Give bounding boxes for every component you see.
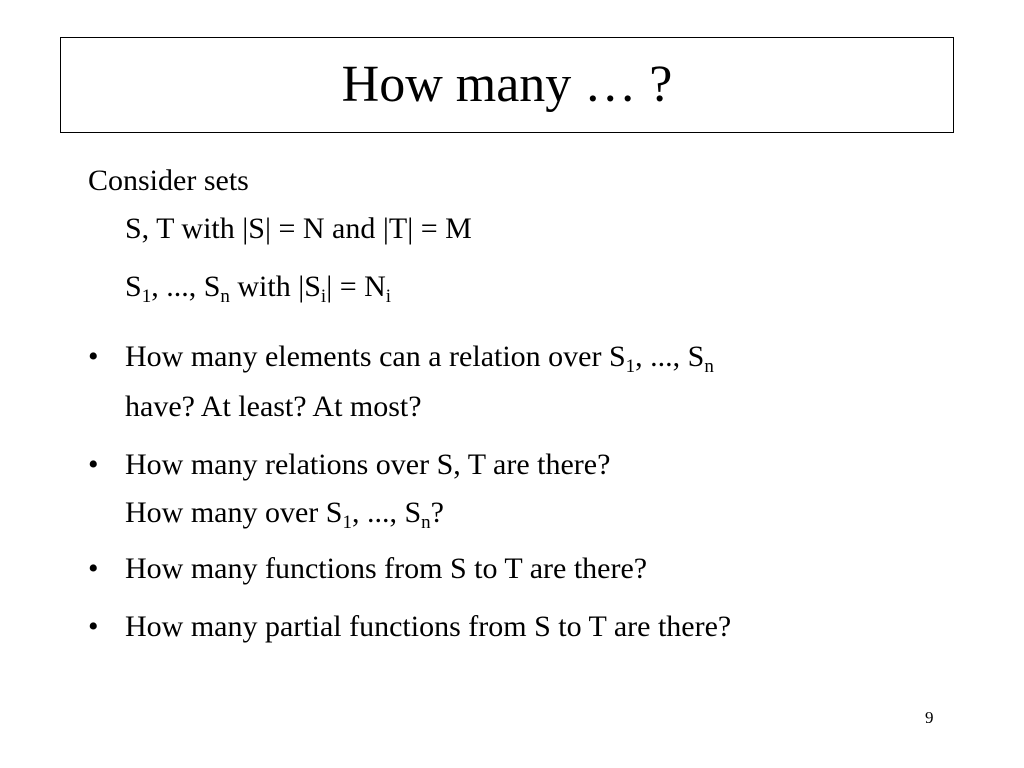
bullet-text: How many functions from S to T are there? — [125, 552, 648, 585]
intro-heading: Consider sets — [88, 164, 249, 197]
bullet-text-cont: have? At least? At most? — [125, 390, 422, 423]
bullet-marker: • — [88, 448, 99, 481]
page-number: 9 — [925, 708, 934, 727]
bullet-text: How many relations over S, T are there? — [125, 448, 611, 481]
title-box — [60, 37, 954, 133]
bullet-text: How many partial functions from S to T are there? — [125, 610, 732, 643]
slide-title: How many … ? — [341, 56, 673, 113]
bullet-text: How many elements can a relation over $S_1$, ..., $S_n$ — [125, 340, 714, 377]
intro-line-sets-st: S, T with |S| = N and |T| = M — [125, 212, 472, 245]
intro-line-sets-si: $S_1$, ..., $S_n$ with $|S_i| = N_i$ — [125, 270, 392, 307]
bullet-marker: • — [88, 340, 99, 373]
bullet-marker: • — [88, 552, 99, 585]
bullet-marker: • — [88, 610, 99, 643]
bullet-text-cont: How many over $S_1$, ..., $S_n$? — [125, 496, 444, 533]
